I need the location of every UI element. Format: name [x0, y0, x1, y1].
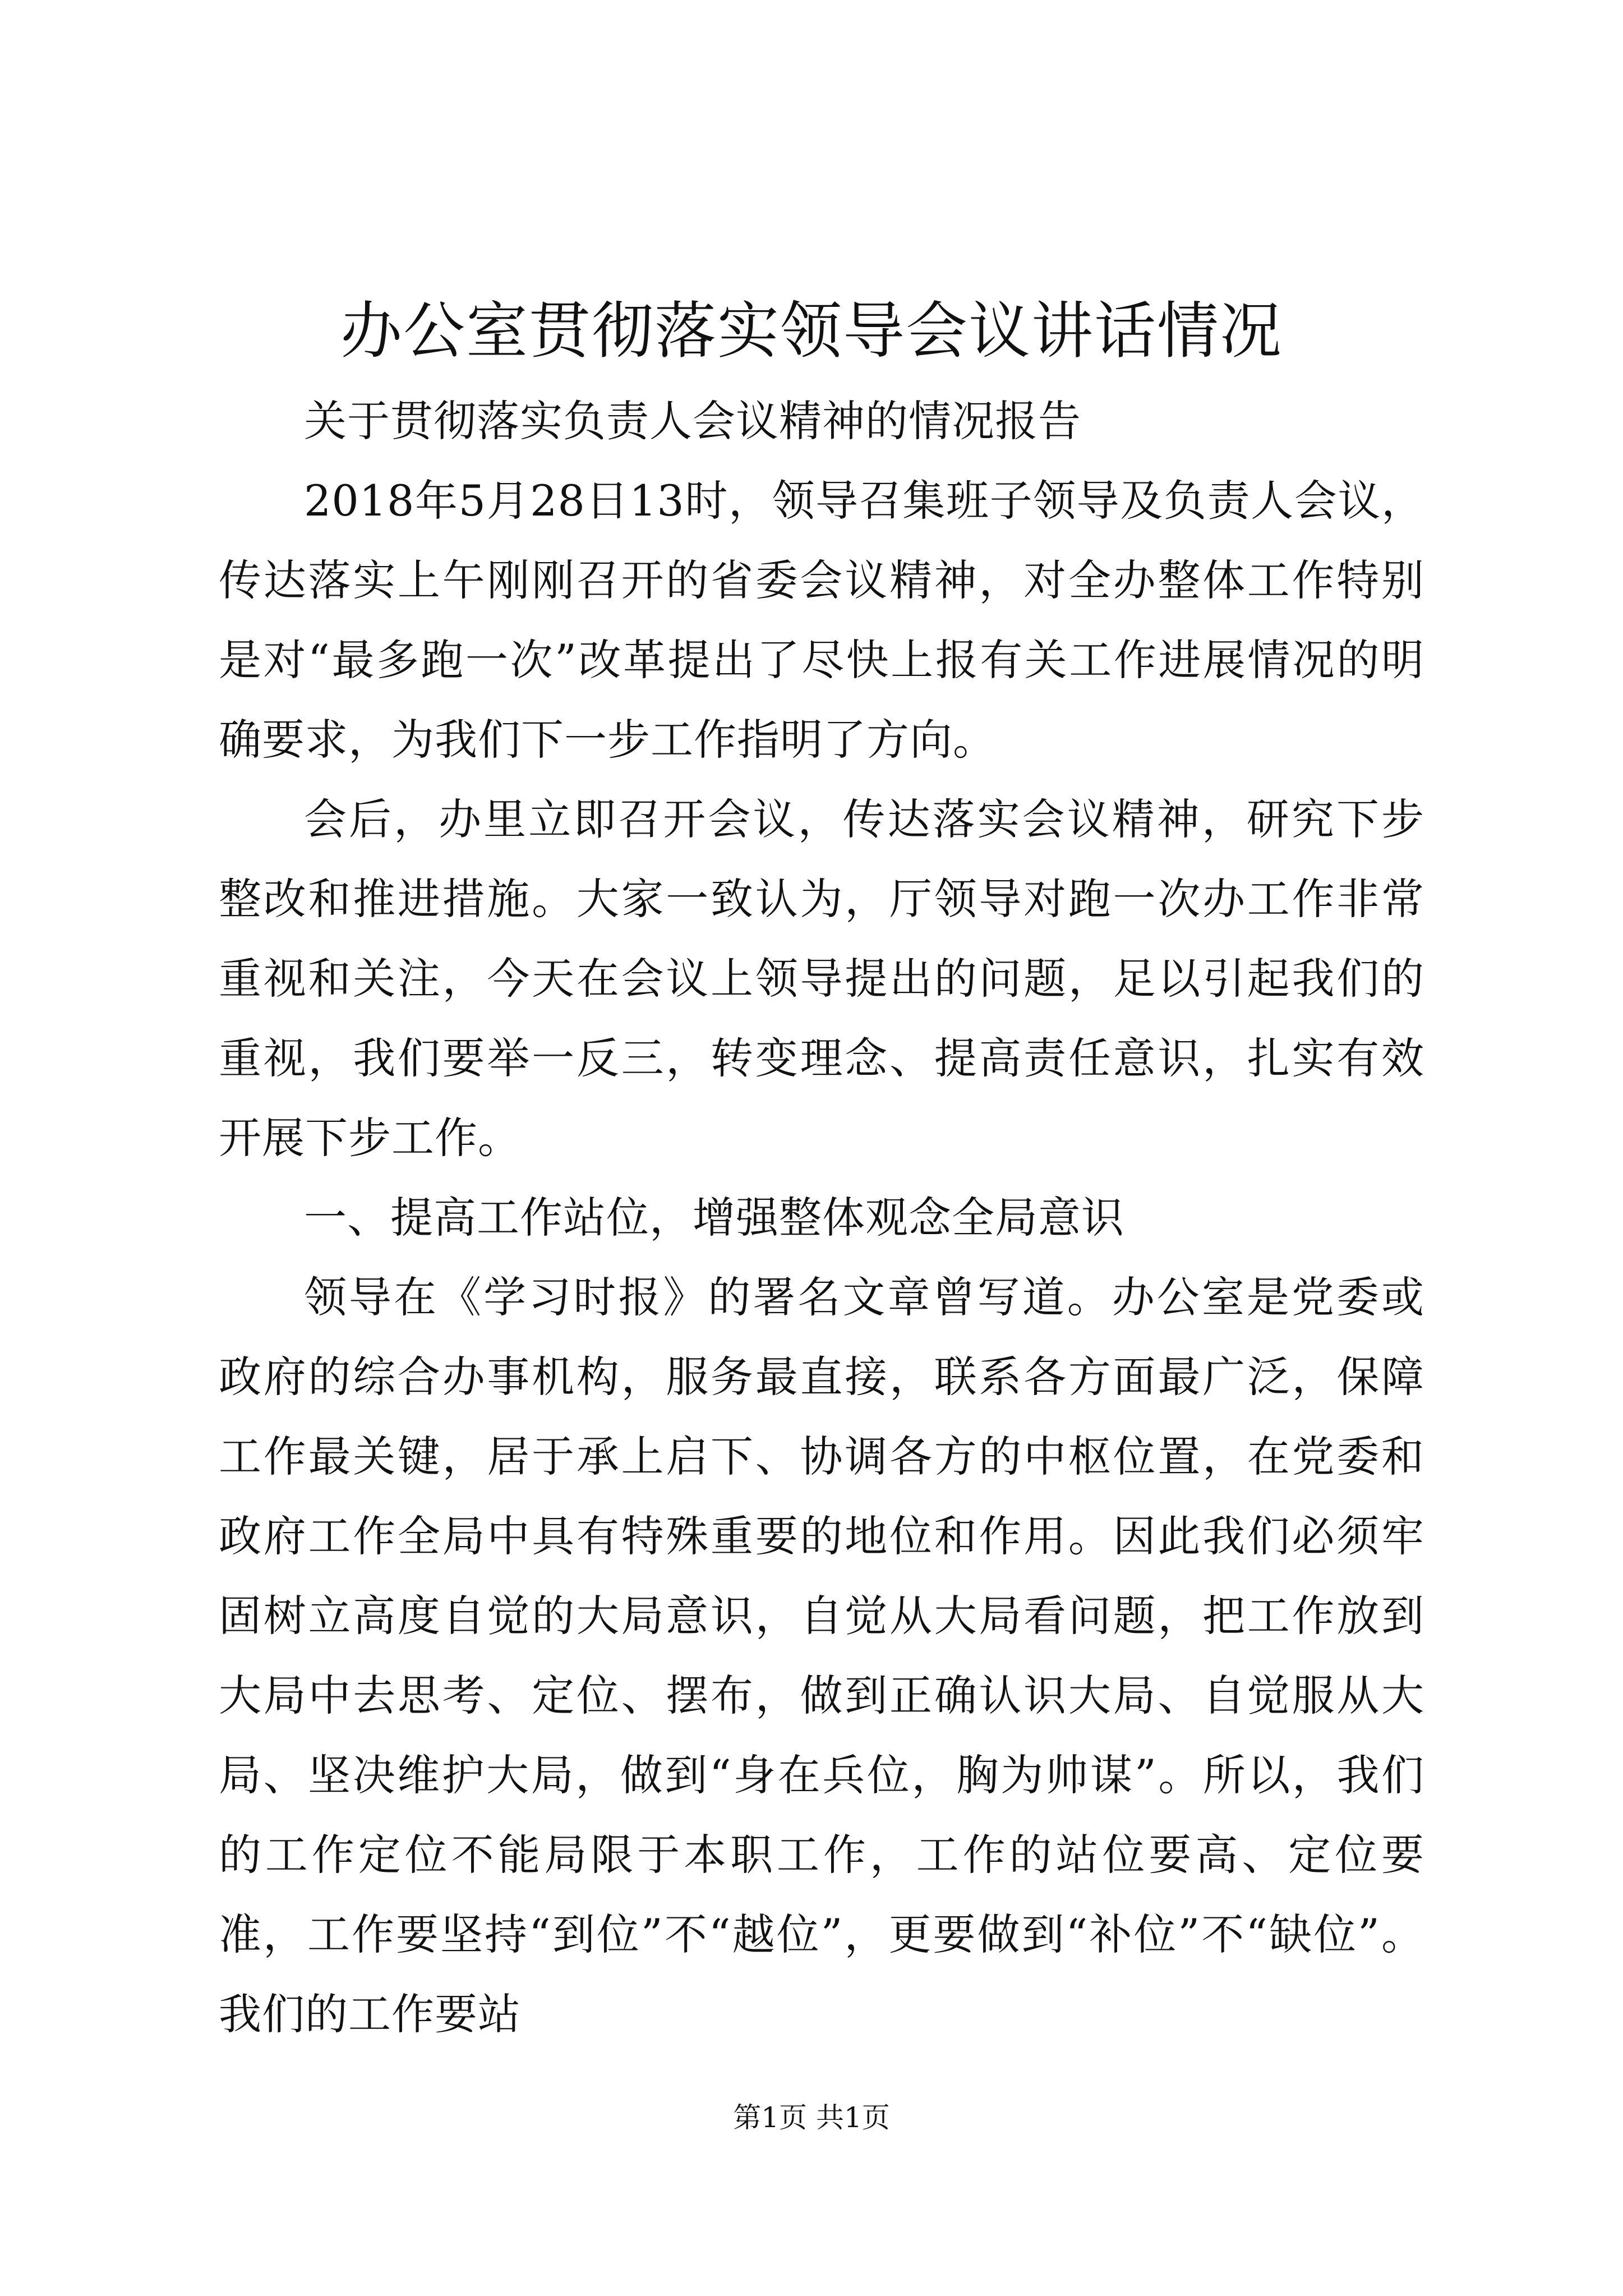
paragraph-section-1-body: 领导在《学习时报》的署名文章曾写道。办公室是党委或政府的综合办事机构，服务最直接，联系各方面最广泛，保障工作最关键，居于承上启下、协调各方的中枢位置，在党委和政府工作全局中具有特殊重要的地位和作用。因此我们必须牢固树立高度自觉的大局意识，自觉从大局看问题，把工作放到大局中去思考、定位、摆布，做到正确认识大局、自觉服从大局、坚决维护大局，做到“身在兵位，胸为帅谋”。所以，我们的工作定位不能局限于本职工作，工作的站位要高、定位要准，工作要坚持“到位”不“越位”，更要做到“补位”不“缺位”。我们的工作要站 [219, 1272, 1424, 2039]
document-title: 办公室贯彻落实领导会议讲话情况 [340, 295, 1283, 367]
section-heading-1: 一、提高工作站位，增强整体观念全局意识 [304, 1193, 1124, 1243]
report-subtitle: 关于贯彻落实负责人会议精神的情况报告 [304, 396, 1081, 446]
page-number-footer: 第1页 共1页 [733, 2101, 890, 2134]
paragraph-follow-up: 会后，办里立即召开会议，传达落实会议精神，研究下步整改和推进措施。大家一致认为，厅领导对跑一次办工作非常重视和关注，今天在会议上领导提出的问题，足以引起我们的重视，我们要举一反三，转变理念、提高责任意识，扎实有效开展下步工作。 [219, 794, 1424, 1163]
document-body [219, 381, 1424, 2054]
paragraph-meeting-summary: 2018年5月28日13时，领导召集班子领导及负责人会议，传达落实上午刚刚召开的省委会议精神，对全办整体工作特别是对“最多跑一次”改革提出了尽快上报有关工作进展情况的明确要求，为我们下一步工作指明了方向。 [219, 476, 1424, 765]
